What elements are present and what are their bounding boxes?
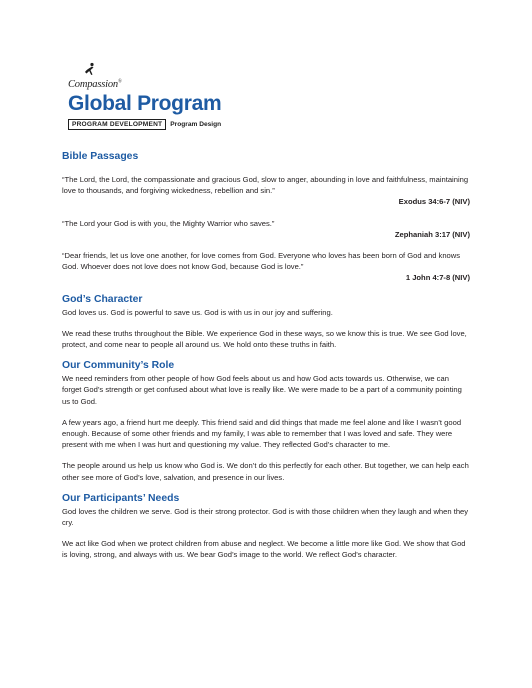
section-heading: Our Community’s Role: [62, 360, 175, 372]
document-body: [62, 150, 470, 561]
paragraph: The people around us help us know who God is. We don’t do this perfectly for each other. But together, we can help each other see more of God’s love, salvation, and presence in our lives.: [62, 461, 469, 482]
paragraph: God loves us. God is powerful to save us. God is with us in our joy and suffering.: [62, 307, 333, 317]
passage-reference: Zephaniah 3:17 (NIV): [394, 229, 470, 239]
logo-wordmark: Compassion®: [68, 79, 122, 90]
compassion-logo: [68, 64, 221, 90]
department-label: PROGRAM DEVELOPMENT: [68, 119, 166, 130]
passage-text: “Dear friends, let us love one another, for love comes from God. Everyone who loves has been born of God and knows God. Whoever does not love does not know God, because God is love.”: [62, 251, 461, 272]
program-title: Global Program: [68, 92, 222, 115]
subdepartment-label: Program Design: [170, 121, 222, 128]
section-heading: Bible Passages: [62, 151, 139, 162]
community-role-section: [62, 359, 470, 483]
passage-text: “The Lord, the Lord, the compassionate and gracious God, slow to anger, abounding in love and faithfulness, maintaining love to thousands, and forgiving wickedness, rebellion and sin.”: [62, 175, 469, 196]
document-header: [68, 64, 221, 130]
passage-reference: Exodus 34:6-7 (NIV): [398, 197, 470, 207]
participants-needs-section: [62, 492, 470, 561]
paragraph: We read these truths throughout the Bible. We experience God in these ways, so we know this is true. We see God love, protect, and come near to people all around us. We hold onto these truths in faith.: [62, 328, 467, 350]
paragraph: We need reminders from other people of how God feels about us and how God acts towards us. Otherwise, we can forget God’s strength or get confused about what love is really like. We were made to be a part of a community pointing us to God.: [62, 374, 462, 406]
bible-passages-section: [62, 150, 470, 284]
section-heading: Our Participants’ Needs: [62, 492, 180, 504]
section-heading: God’s Character: [62, 293, 143, 305]
passage-reference: 1 John 4:7-8 (NIV): [405, 273, 470, 283]
compassion-figure-icon: [82, 62, 96, 76]
department-row: [68, 119, 221, 130]
paragraph: A few years ago, a friend hurt me deeply. This friend said and did things that made me feel alone and like I wasn’t good enough. Because of some other friends and my family, I was able to remember that I was loved and safe. They were present with me when I was hurt and questioning my value. They reflected God’s character to me.: [62, 417, 462, 450]
paragraph: We act like God when we protect children from abuse and neglect. We become a little more like God. We show that God is loving, strong, and always with us. We bear God’s image to the world. We reflect God’s character.: [62, 539, 466, 560]
passage-text: “The Lord your God is with you, the Mighty Warrior who saves.”: [62, 218, 275, 228]
paragraph: God loves the children we serve. God is their strong protector. God is with those children when they laugh and when they cry.: [62, 506, 469, 528]
gods-character-section: [62, 293, 470, 351]
